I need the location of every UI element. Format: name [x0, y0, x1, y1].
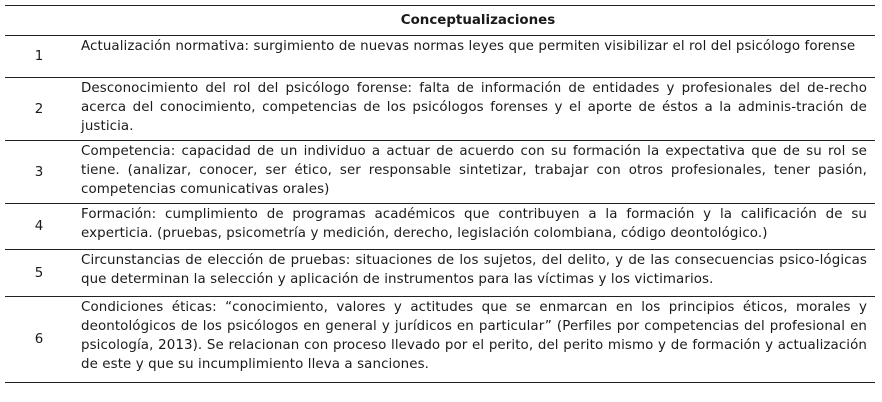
table-title: Conceptualizaciones	[73, 6, 875, 36]
table-row	[5, 141, 875, 204]
table-header-row	[5, 6, 875, 36]
conceptualizations-table	[5, 5, 875, 383]
row-text: Desconocimiento del rol del psicólogo forense: falta de información de entidades y profesionales del de-recho acerca del conocimiento, competencias de los psicólogos forenses y el aporte de éstos a la adminis-tración de justicia.	[73, 78, 875, 141]
row-number: 2	[5, 78, 73, 141]
row-number: 1	[5, 36, 73, 78]
row-number: 4	[5, 204, 73, 250]
table-row	[5, 250, 875, 297]
row-number: 6	[5, 297, 73, 383]
table-row	[5, 204, 875, 250]
number-column-header	[5, 6, 73, 36]
row-number: 5	[5, 250, 73, 297]
row-text: Actualización normativa: surgimiento de nuevas normas leyes que permiten visibilizar el rol del psicólogo forense	[73, 36, 875, 78]
row-text: Formación: cumplimiento de programas académicos que contribuyen a la formación y la calificación de su experticia. (pruebas, psicometría y medición, derecho, legislación colombiana, código deontológico.)	[73, 204, 875, 250]
table-row	[5, 36, 875, 78]
row-text: Condiciones éticas: “conocimiento, valores y actitudes que se enmarcan en los principios éticos, morales y deontológicos de los psicólogos en general y jurídicos en particular” (Perfiles por competencias del profesional en psicología, 2013). Se relacionan con proceso llevado por el perito, del perito mismo y de formación y actualización de este y que su incumplimiento lleva a sanciones.	[73, 297, 875, 383]
table-row	[5, 297, 875, 383]
row-text: Competencia: capacidad de un individuo a actuar de acuerdo con su formación la expectativa que de su rol se tiene. (analizar, conocer, ser ético, ser responsable sintetizar, trabajar con otros profesionales, tener pasión, competencias comunicativas orales)	[73, 141, 875, 204]
row-text: Circunstancias de elección de pruebas: situaciones de los sujetos, del delito, y de las consecuencias psico-lógicas que determinan la selección y aplicación de instrumentos para las víctimas y los victimarios.	[73, 250, 875, 297]
row-number: 3	[5, 141, 73, 204]
table-row	[5, 78, 875, 141]
